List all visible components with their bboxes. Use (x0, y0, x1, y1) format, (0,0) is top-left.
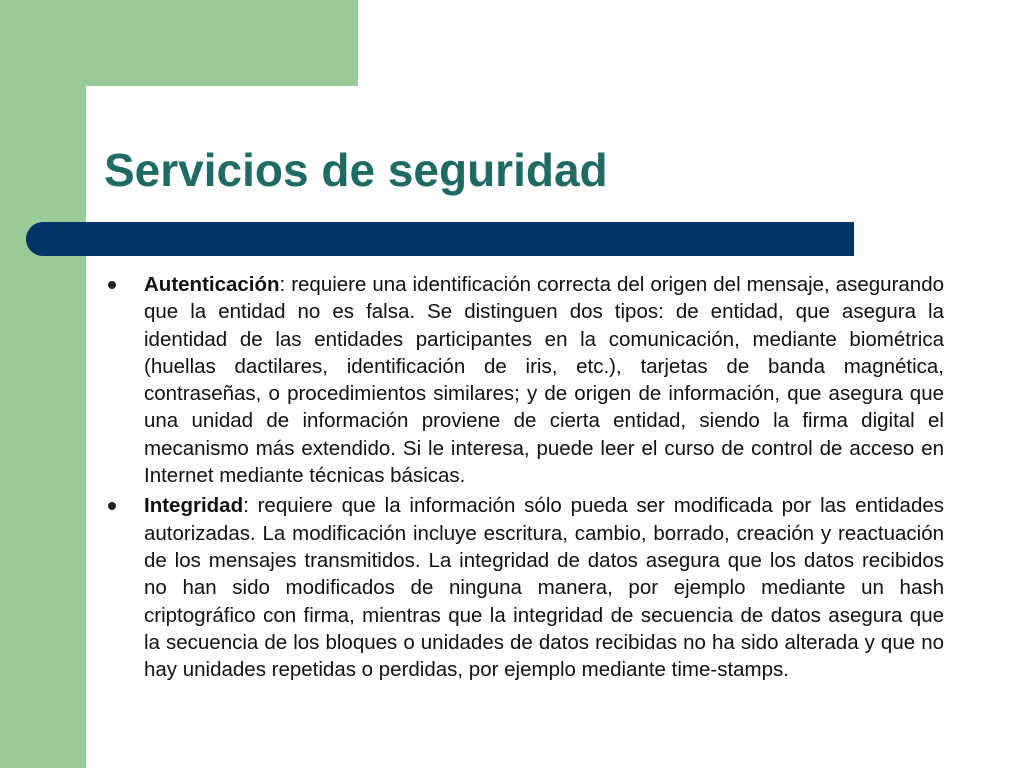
bullet-dot-icon (108, 502, 116, 510)
bullet-term: Autenticación (144, 273, 280, 296)
bullet-item-autenticacion (104, 271, 944, 489)
bullet-term: Integridad (144, 494, 244, 518)
green-decor-band-left (0, 0, 86, 768)
bullet-list (104, 271, 944, 686)
title-underline-bar (26, 222, 854, 256)
bullet-body: : requiere que la información sólo pueda ser modificada por las entidades autorizadas. La modificación incluye escritura, cambio, borrado, creación y reactuación de los mensajes transmitidos. La integridad de datos asegura que los datos recibidos no han sido modificados de ninguna manera, por ejemplo mediante un hash criptográfico con firma, mientras que la integridad de secuencia de datos asegura que la secuencia de los bloques o unidades de datos recibidas no ha sido alterada y que no hay unidades repetidas o perdidas, por ejemplo mediante time-stamps. (144, 494, 944, 682)
bullet-body: : requiere una identificación correcta del origen del mensaje, asegurando que la entidad no es falsa. Se distinguen dos tipos: de entidad, que asegura la identidad de las entidades participantes en la comunicación, mediante biométrica (huellas dactilares, identificación de iris, etc.), tarjetas de banda magnética, contraseñas, o procedimientos similares; y de origen de información, que asegura que una unidad de información proviene de cierta entidad, siendo la firma digital el mecanismo más extendido. Si le interesa, puede leer el curso de control de acceso en Internet mediante técnicas básicas. (144, 273, 944, 488)
bullet-dot-icon (108, 281, 116, 289)
slide-title: Servicios de seguridad (104, 144, 608, 196)
bullet-text (144, 271, 944, 489)
bullet-item-integridad (104, 492, 944, 683)
bullet-text (144, 492, 944, 683)
